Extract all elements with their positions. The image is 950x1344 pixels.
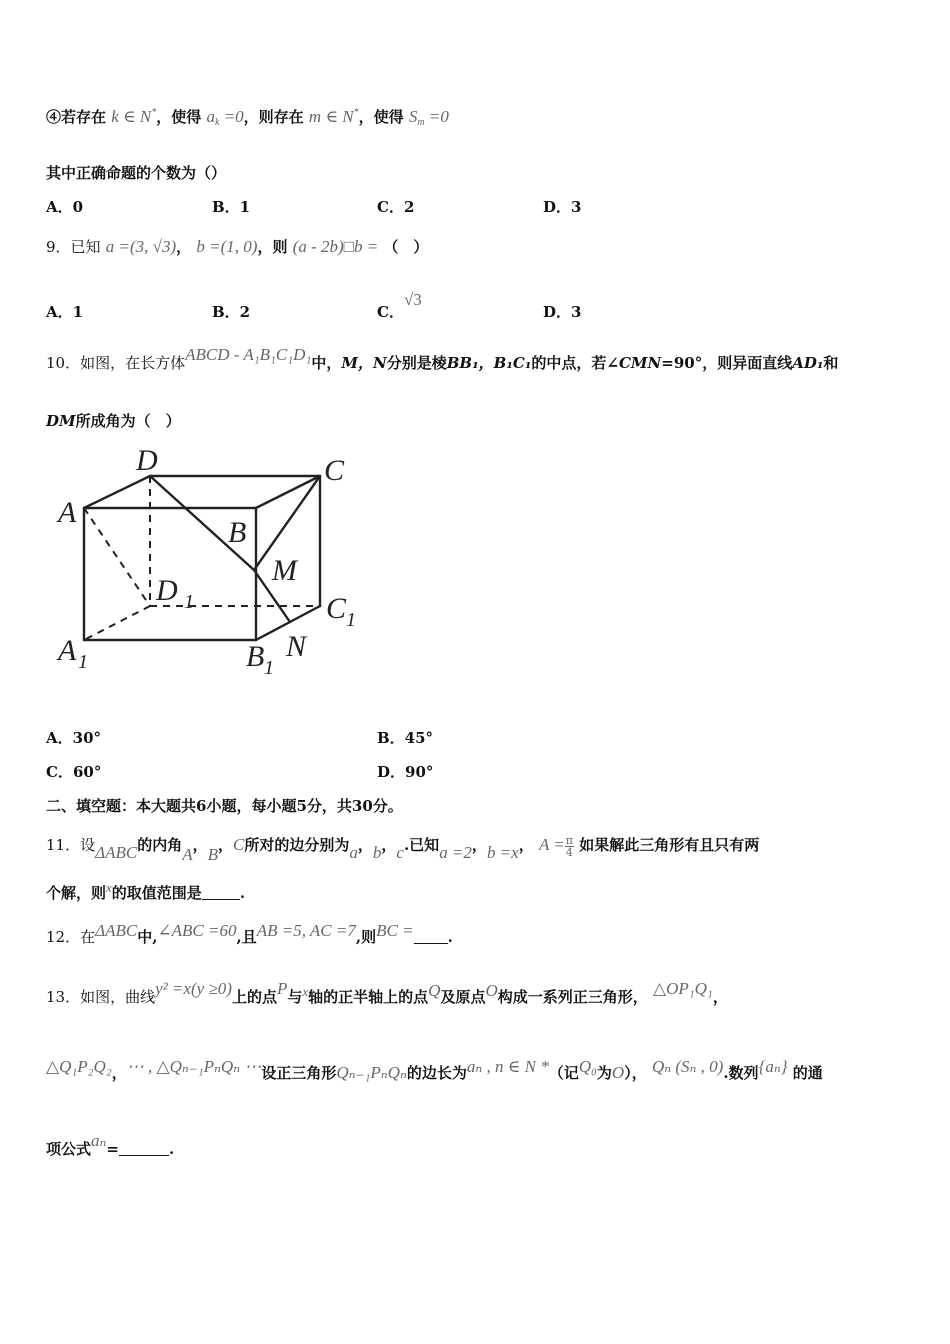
svg-text:1: 1 xyxy=(346,609,356,631)
svg-text:1: 1 xyxy=(78,651,88,673)
label-n: N xyxy=(286,630,307,663)
q11-answer-blank xyxy=(202,885,240,900)
label-a1: A xyxy=(58,634,77,667)
label-b1: B xyxy=(246,640,265,673)
q11-stem-line1: 11．设ΔABC的内角A，B，C所对的边分别为a，b，c.已知a =2，b =x， A = $\frac{\pi}{4}$ 如果解此三角形有且只有两 xyxy=(46,833,760,864)
label-c: C xyxy=(324,454,345,487)
q13-answer-blank xyxy=(119,1141,169,1156)
q13-stem-line3: 项公式aₙ= . xyxy=(46,1131,175,1158)
section-2-heading: 二、填空题：本大题共6小题，每小题5分，共30分。 xyxy=(46,797,403,815)
q8-option-a: A．0 xyxy=(46,198,84,216)
q8-option-d: D．3 xyxy=(543,198,582,216)
q10-stem-line2: DM所成角为（ ） xyxy=(46,412,181,430)
label-a: A xyxy=(58,496,77,529)
q10-option-a: A．30° xyxy=(46,729,102,747)
label-m: M xyxy=(272,554,297,587)
q9-option-d: D．3 xyxy=(543,303,582,321)
q10-option-d: D．90° xyxy=(377,763,434,781)
label-d1: D xyxy=(156,574,178,607)
label-b: B xyxy=(228,516,247,549)
q12-answer-blank xyxy=(414,929,448,944)
q13-stem-line2: △Q₁P₂Q₂，⋯ , △Qₙ₋₁PₙQₙ ⋯设正三角形Qₙ₋₁PₙQₙ的边长为aₙ , n ∈ N *（记Q₀为O）， Qₙ (Sₙ , 0).数列{aₙ} 的通 xyxy=(46,1057,823,1082)
q9-stem: 9．已知 a =(3, √3)， b =(1, 0)，则 (a - 2b)□b = （ ） xyxy=(46,237,429,256)
q12-stem: 12．在ΔABC中,∠ABC =60,且AB =5, AC =7,则BC = . xyxy=(46,921,453,946)
cuboid-figure xyxy=(44,440,364,685)
q10-stem-line1: 10．如图，在长方体ABCD - A₁B₁C₁D₁中，M，N分别是棱BB₁，B₁C₁的中点，若∠CMN=90°，则异面直线AD₁和 xyxy=(46,345,839,372)
label-d: D xyxy=(136,444,158,477)
label-c1: C xyxy=(326,592,347,625)
q10-option-b: B．45° xyxy=(377,729,434,747)
q8-prompt: 其中正确命题的个数为（） xyxy=(46,164,227,182)
q8-option-c: C．2 xyxy=(377,198,415,216)
q9-option-a: A．1 xyxy=(46,303,84,321)
svg-text:1: 1 xyxy=(264,657,274,679)
svg-text:1: 1 xyxy=(184,591,194,613)
q9-option-b: B．2 xyxy=(212,303,251,321)
circled-4: ④ xyxy=(46,108,62,126)
q11-stem-line2: 个解，则x的取值范围是 . xyxy=(46,880,246,902)
q8-option-b: B．1 xyxy=(212,198,251,216)
q9-option-c: C．√3 xyxy=(377,290,422,321)
q13-stem-line1: 13．如图，曲线y² =x(y ≥0)上的点P与x轴的正半轴上的点Q及原点O构成一系列正三角形， △OP₁Q₁， xyxy=(46,979,728,1006)
q8-item4: ④若存在 k ∈ N*，使得 $a_k =0$，则存在 m ∈ N*，使得 $S_m =0$ xyxy=(46,107,449,128)
q10-option-c: C．60° xyxy=(46,763,102,781)
